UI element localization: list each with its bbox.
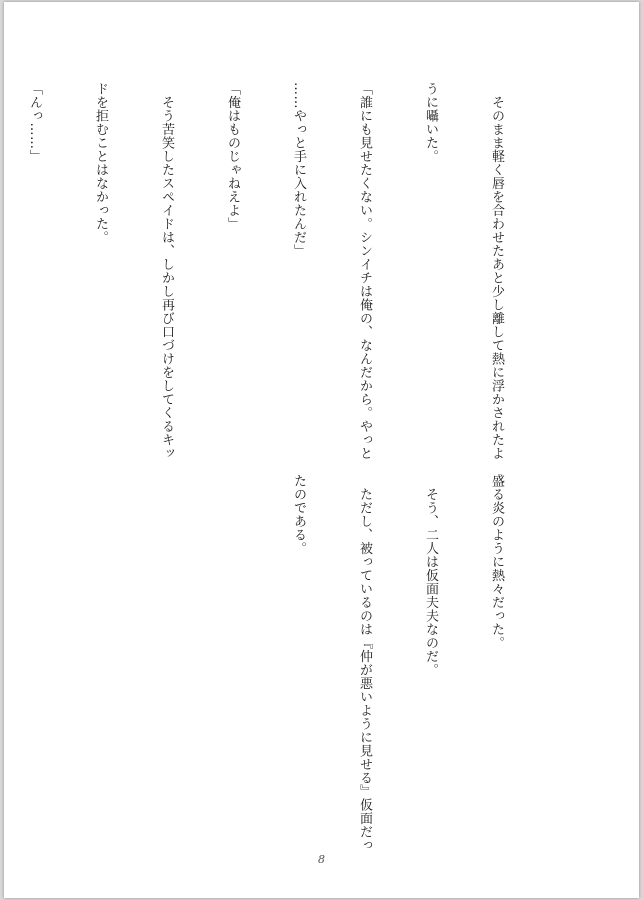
document-page bbox=[4, 2, 639, 898]
text-column: 「俺はものじゃねえよ」 bbox=[225, 82, 240, 231]
text-column: そう苦笑したスペイドは、しかし再び口づけをしてくるキッ bbox=[159, 82, 174, 460]
text-column: たのである。 bbox=[291, 474, 306, 555]
text-column: ただし、被っているのは『仲が悪いように見せる』仮面だっ bbox=[357, 474, 372, 852]
text-column: 「誰にも見せたくない。シンイチは俺の、なんだから。やっと bbox=[357, 82, 372, 460]
text-column: ……やっと手に入れたんだ」 bbox=[291, 82, 306, 258]
upper-text-block bbox=[4, 82, 551, 460]
text-column: そう、二人は仮面夫夫なのだ。 bbox=[423, 474, 438, 677]
text-column: 盛る炎のように熱々だった。 bbox=[489, 474, 504, 650]
page-number: 8 bbox=[318, 853, 325, 866]
text-column: ドを拒むことはなかった。 bbox=[93, 82, 108, 244]
lower-text-block bbox=[243, 474, 551, 852]
text-column: 「んっ……」 bbox=[27, 82, 42, 163]
text-column: うに囁いた。 bbox=[423, 82, 438, 163]
text-column: そのまま軽く唇を合わせたあと少し離して熱に浮かされたよ bbox=[489, 82, 504, 460]
